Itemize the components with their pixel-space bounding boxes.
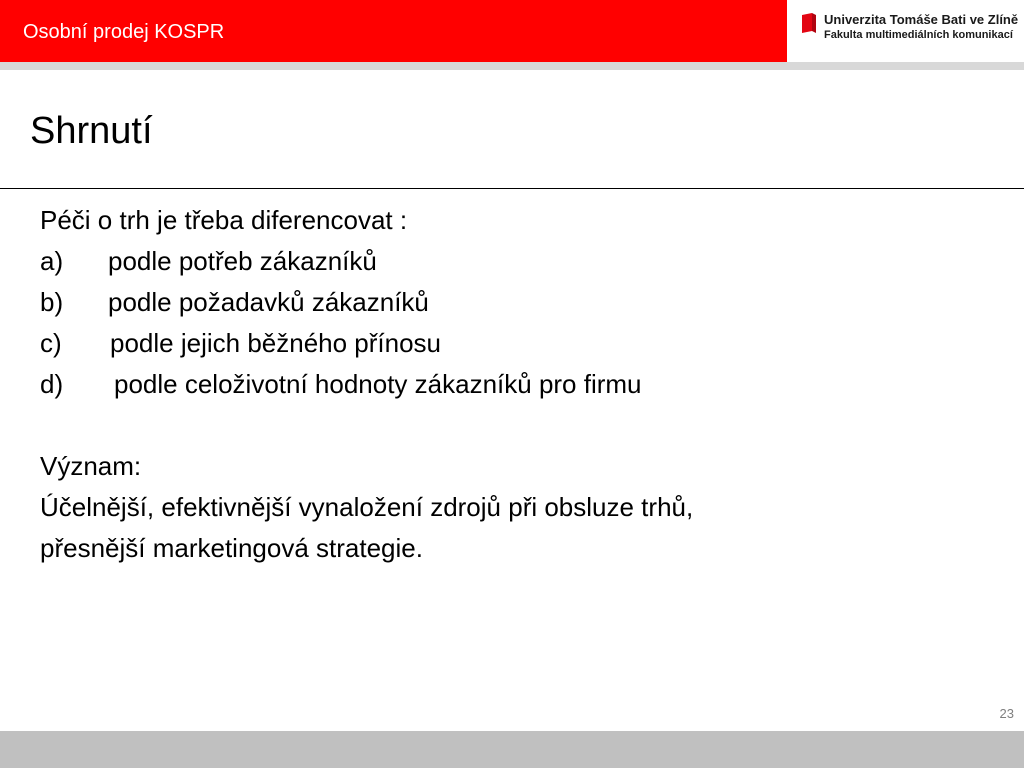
list-item-text: podle jejich běžného přínosu xyxy=(110,328,442,358)
university-logo xyxy=(787,0,1024,62)
list-marker: b) xyxy=(40,287,64,317)
footer-bar xyxy=(0,731,1024,768)
title-rule xyxy=(0,188,1024,189)
header-divider xyxy=(0,62,1024,70)
list-item-text: podle požadavků zákazníků xyxy=(108,287,429,317)
list-marker: c) xyxy=(40,328,62,358)
list-item xyxy=(40,241,1000,282)
book-logo-icon xyxy=(800,13,818,35)
slide-title: Shrnutí xyxy=(30,110,153,152)
course-label: Osobní prodej KOSPR xyxy=(23,21,225,43)
list-marker: d) xyxy=(40,369,64,399)
list-item xyxy=(40,323,1000,364)
header-bar xyxy=(0,0,787,62)
list-item xyxy=(40,282,1000,323)
university-name xyxy=(824,12,1018,42)
list-marker: a) xyxy=(40,246,64,276)
university-name-line2: Fakulta multimediálních komunikací xyxy=(824,29,1013,41)
page-number: 23 xyxy=(999,706,1014,721)
university-name-line1: Univerzita Tomáše Bati ve Zlíně xyxy=(824,12,1019,27)
meaning-heading: Význam: xyxy=(40,451,142,481)
spacer xyxy=(40,405,1000,446)
intro-text: Péči o trh je třeba diferencovat : xyxy=(40,205,408,235)
list-item xyxy=(40,364,1000,405)
list-item-text: podle celoživotní hodnoty zákazníků pro firmu xyxy=(114,369,642,399)
slide-body xyxy=(40,200,1000,569)
meaning-line-2: přesnější marketingová strategie. xyxy=(40,533,423,563)
meaning-line-1: Účelnější, efektivnější vynaložení zdrojů při obsluze trhů, xyxy=(40,492,694,522)
list-item-text: podle potřeb zákazníků xyxy=(108,246,377,276)
